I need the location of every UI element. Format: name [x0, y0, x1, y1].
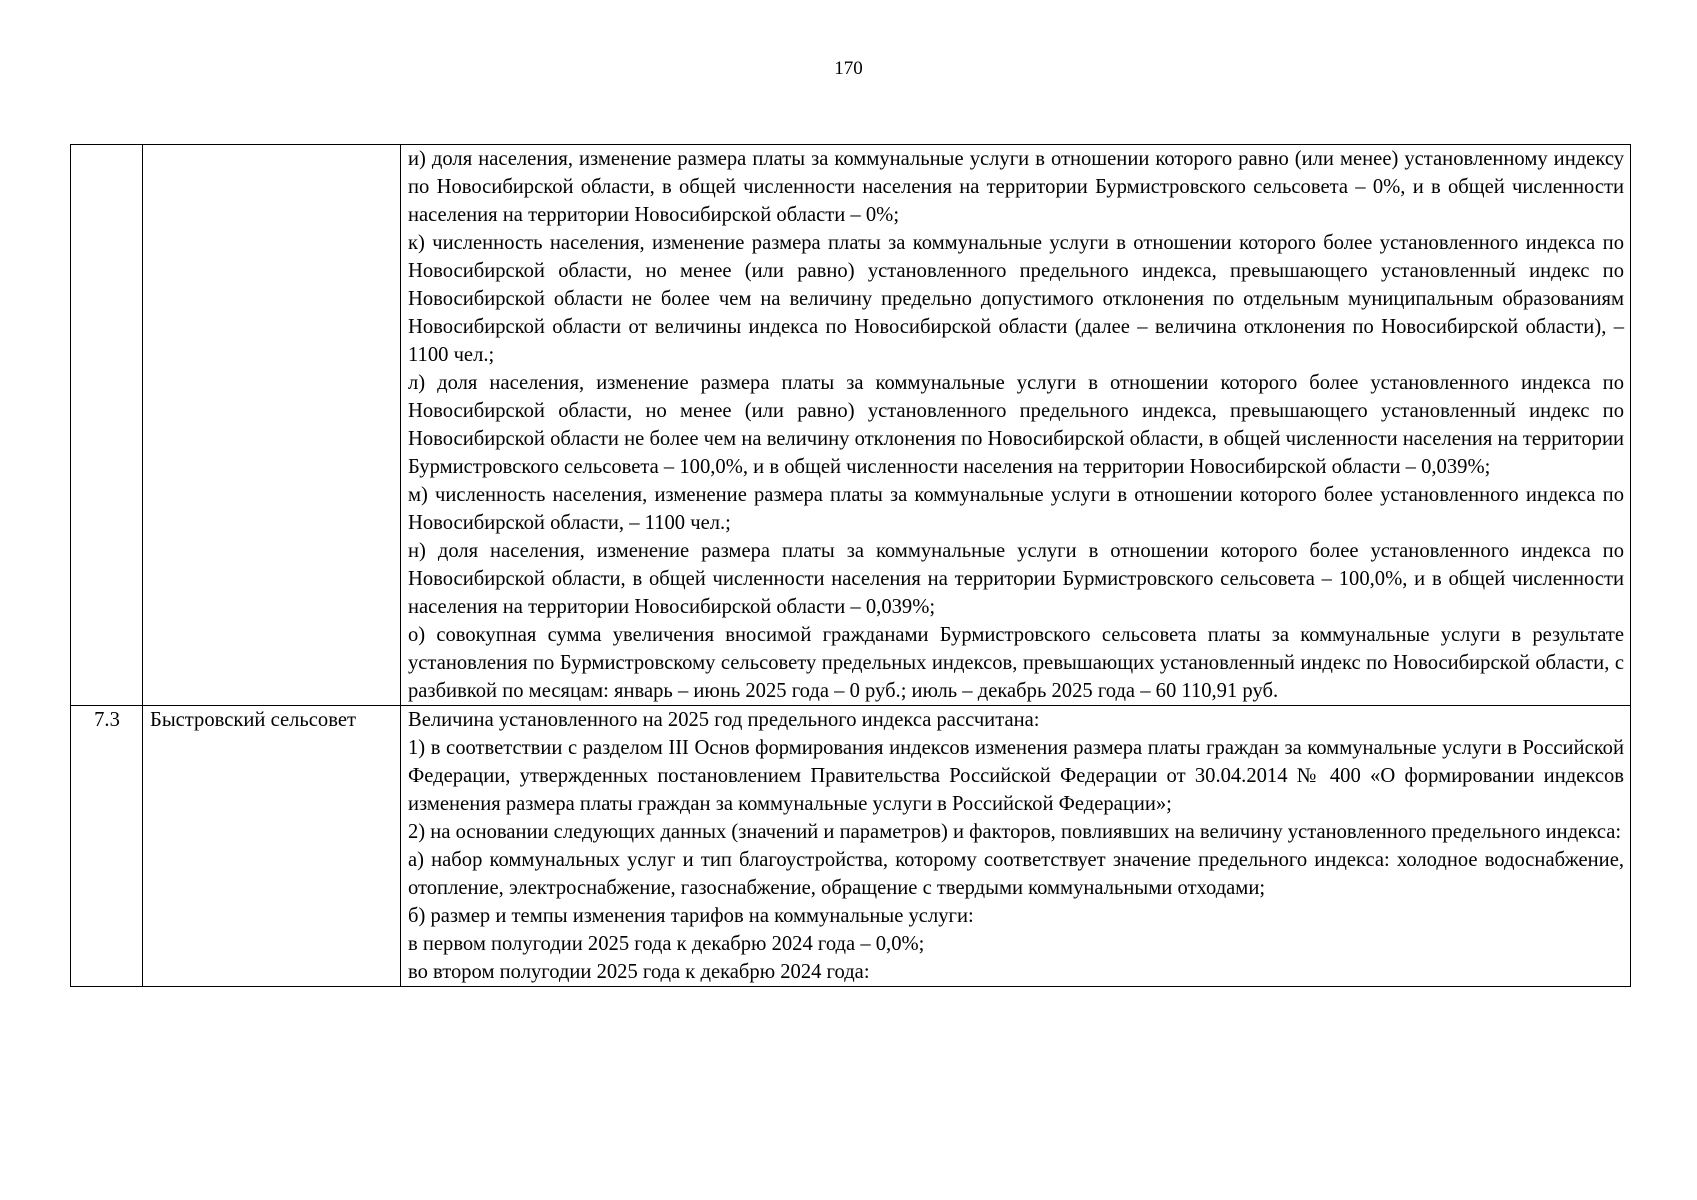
paragraph: Величина установленного на 2025 год предельного индекса рассчитана:	[408, 709, 1040, 731]
paragraph: в первом полугодии 2025 года к декабрю 2024 года – 0,0%;	[408, 933, 925, 955]
row-number-cell: 7.3	[71, 706, 143, 987]
paragraph: л) доля населения, изменение размера платы за коммунальные услуги в отношении которого более установленного индекса по Новосибирской области, но менее (или равно) установленного предельного индекса, превышающего установленный индекс по Новосибирской области не более чем на величину отклонения по Новосибирской области, в общей численности населения на территории Бурмистровского сельсовета – 100,0%, и в общей численности населения на территории Новосибирской области – 0,039%;	[408, 372, 1624, 478]
table-row	[71, 145, 1631, 706]
description-cell	[401, 706, 1631, 987]
paragraph: 1) в соответствии с разделом III Основ формирования индексов изменения размера платы граждан за коммунальные услуги в Российской Федерации, утвержденных постановлением Правительства Российской Федерации от 30.04.2014 № 400 «О формировании индексов изменения размера платы граждан за коммунальные услуги в Российской Федерации»;	[408, 737, 1624, 815]
paragraph: 2) на основании следующих данных (значений и параметров) и факторов, повлиявших на величину установленного предельного индекса:	[408, 821, 1622, 843]
row-number-cell	[71, 145, 143, 706]
paragraph: о) совокупная сумма увеличения вносимой гражданами Бурмистровского сельсовета платы за коммунальные услуги в результате установления по Бурмистровскому сельсовету предельных индексов, превышающих установленный индекс по Новосибирской области, с разбивкой по месяцам: январь – июнь 2025 года – 0 руб.; июль – декабрь 2025 года – 60 110,91 руб.	[408, 624, 1624, 702]
paragraph: н) доля населения, изменение размера платы за коммунальные услуги в отношении которого более установленного индекса по Новосибирской области, в общей численности населения на территории Бурмистровского сельсовета – 100,0%, и в общей численности населения на территории Новосибирской области – 0,039%;	[408, 540, 1624, 618]
paragraph: и) доля населения, изменение размера платы за коммунальные услуги в отношении которого равно (или менее) установленному индексу по Новосибирской области, в общей численности населения на территории Бурмистровского сельсовета – 0%, и в общей численности населения на территории Новосибирской области – 0%;	[408, 148, 1624, 226]
paragraph: а) набор коммунальных услуг и тип благоустройства, которому соответствует значение предельного индекса: холодное водоснабжение, отопление, электроснабжение, газоснабжение, обращение с твердыми коммунальными отходами;	[408, 849, 1624, 899]
paragraph: во втором полугодии 2025 года к декабрю 2024 года:	[408, 961, 870, 983]
municipality-name-cell: Быстровский сельсовет	[143, 706, 401, 987]
paragraph: б) размер и темпы изменения тарифов на коммунальные услуги:	[408, 905, 974, 927]
paragraph: к) численность населения, изменение размера платы за коммунальные услуги в отношении которого более установленного индекса по Новосибирской области, но менее (или равно) установленного предельного индекса, превышающего установленный индекс по Новосибирской области не более чем на величину предельно допустимого отклонения по отдельным муниципальным образованиям Новосибирской области от величины индекса по Новосибирской области (далее – величина отклонения по Новосибирской области), – 1100 чел.;	[408, 232, 1624, 366]
description-cell	[401, 145, 1631, 706]
indices-table	[70, 144, 1631, 987]
table-row	[71, 706, 1631, 987]
page-number: 170	[834, 58, 863, 79]
municipality-name-cell	[143, 145, 401, 706]
paragraph: м) численность населения, изменение размера платы за коммунальные услуги в отношении которого более установленного индекса по Новосибирской области, – 1100 чел.;	[408, 484, 1624, 534]
